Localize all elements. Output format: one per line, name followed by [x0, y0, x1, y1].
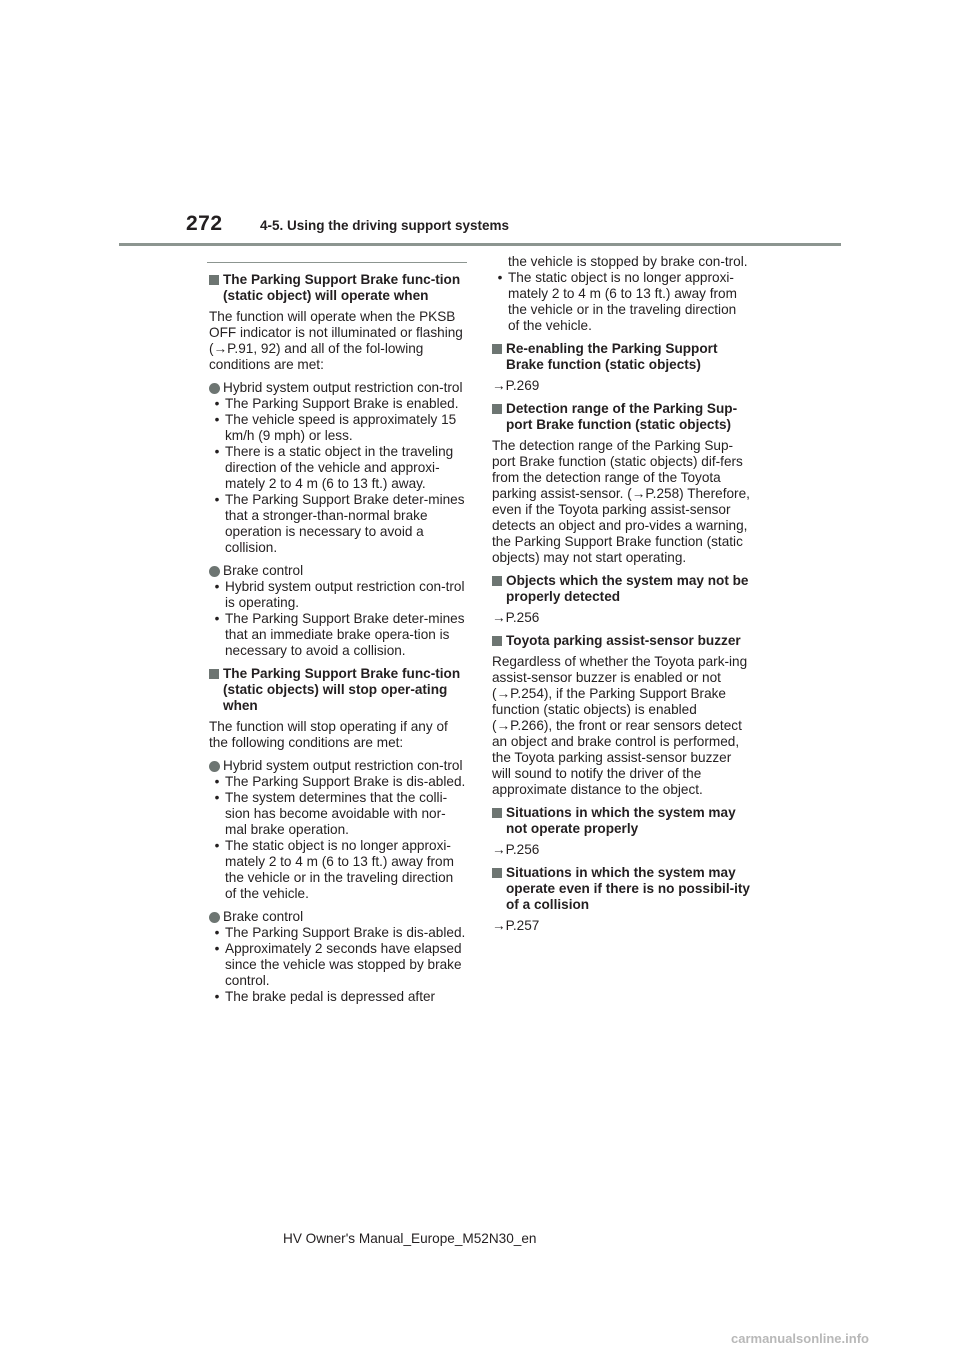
sub-item: • The static object is no longer approxi-mately 2 to 4 m (6 to 13 ft.) away from the vehicle or in the traveling direction of the vehicle.: [214, 838, 454, 901]
heading-re-enabling: Re-enabling the Parking Support Brake function (static objects): [492, 341, 750, 373]
circle-bullet-item: Brake control: [209, 909, 467, 925]
heading-detection-range: Detection range of the Parking Sup-port Brake function (static objects): [492, 401, 750, 433]
sub-item: • Hybrid system output restriction con-trol is operating.: [214, 579, 465, 610]
square-bullet-icon: [492, 404, 502, 414]
paragraph: Regardless of whether the Toyota park-ing assist-sensor buzzer is enabled or not (→P.254), if the Parking Support Brake function (static objects) is enabled (→P.266), the front or rear sensors detect an object and brake control is performed, the Toyota parking assist-sensor buzzer will sound to notify the driver of the approximate distance to the object.: [492, 654, 748, 797]
page-reference-link[interactable]: →P.256: [492, 610, 540, 625]
square-bullet-icon: [209, 669, 219, 679]
square-bullet-icon: [492, 868, 502, 878]
sub-item: • The Parking Support Brake is dis-abled.: [214, 925, 466, 940]
square-bullet-icon: [492, 636, 502, 646]
square-bullet-icon: [492, 808, 502, 818]
paragraph: The function will operate when the PKSB OFF indicator is not illuminated or flashing (→P.91, 92) and all of the fol-lowing conditions are met:: [209, 309, 463, 372]
paragraph: The function will stop operating if any of the following conditions are met:: [209, 719, 448, 750]
page-header: [0, 0, 960, 250]
sub-item: • The Parking Support Brake is dis-abled.: [214, 774, 466, 789]
sub-item: • There is a static object in the traveling direction of the vehicle and approxi-mately 2 to 4 m (6 to 13 ft.) away.: [214, 444, 454, 491]
page-number: 272: [186, 212, 223, 235]
sub-item: • The Parking Support Brake deter-mines that an immediate brake opera-tion is necessary to avoid a collision.: [214, 611, 465, 658]
page-reference-link[interactable]: →P.256: [492, 842, 540, 857]
page-reference-link[interactable]: →P.269: [492, 378, 540, 393]
sub-item: • The vehicle speed is approximately 15 km/h (9 mph) or less.: [214, 412, 457, 443]
square-bullet-icon: [492, 344, 502, 354]
column-top-rule: [207, 262, 467, 263]
heading-stop-operating: The Parking Support Brake func-tion (static objects) will stop oper-ating when: [209, 666, 467, 714]
circle-bullet-icon: [209, 761, 220, 772]
circle-bullet-icon: [209, 383, 220, 394]
condition-block: [209, 909, 467, 1005]
paragraph: The detection range of the Parking Sup-port Brake function (static objects) dif-fers from the detection range of the Toyota parking assist-sensor. (→P.258) Therefore, even if the Toyota parking assist-sensor detects an object and pro-vides a warning, the Parking Support Brake function (static objects) may not start operating.: [492, 438, 750, 565]
condition-block: [209, 758, 467, 902]
header-divider: [119, 243, 841, 246]
heading-objects-not-detected: Objects which the system may not be properly detected: [492, 573, 750, 605]
section-title: 4-5. Using the driving support systems: [260, 218, 510, 233]
continued-block: [492, 254, 750, 334]
heading-may-operate: Situations in which the system may operate even if there is no possibil-ity of a collision: [492, 865, 750, 913]
watermark: carmanualsonline.info: [731, 1331, 869, 1346]
continued-text: the vehicle is stopped by brake con-trol.: [508, 254, 748, 269]
heading-may-not-operate: Situations in which the system may not operate properly: [492, 805, 750, 837]
square-bullet-icon: [492, 576, 502, 586]
heading-operate-when: The Parking Support Brake func-tion (static object) will operate when: [209, 272, 467, 304]
heading-buzzer: Toyota parking assist-sensor buzzer: [492, 633, 750, 649]
sub-item: • Approximately 2 seconds have elapsed since the vehicle was stopped by brake control.: [214, 941, 462, 988]
circle-bullet-item: Hybrid system output restriction con-trol: [209, 380, 467, 396]
page-reference-link[interactable]: →P.257: [492, 918, 540, 933]
circle-bullet-item: Hybrid system output restriction con-trol: [209, 758, 467, 774]
condition-block: [209, 563, 467, 659]
sub-item: • The Parking Support Brake deter-mines that a stronger-than-normal brake operation is necessary to avoid a collision.: [214, 492, 465, 555]
sub-item: • The Parking Support Brake is enabled.: [214, 396, 459, 411]
right-column: [492, 254, 750, 941]
square-bullet-icon: [209, 275, 219, 285]
sub-item: • The brake pedal is depressed after: [214, 989, 436, 1004]
sub-item: • The static object is no longer approxi-mately 2 to 4 m (6 to 13 ft.) away from the vehicle or in the traveling direction of the vehicle.: [497, 270, 737, 333]
left-column: [209, 272, 467, 1012]
condition-block: [209, 380, 467, 556]
manual-footer: HV Owner's Manual_Europe_M52N30_en: [283, 1231, 537, 1246]
circle-bullet-icon: [209, 912, 220, 923]
circle-bullet-icon: [209, 566, 220, 577]
circle-bullet-item: Brake control: [209, 563, 467, 579]
sub-item: • The system determines that the colli-sion has become avoidable with nor-mal brake operation.: [214, 790, 448, 837]
